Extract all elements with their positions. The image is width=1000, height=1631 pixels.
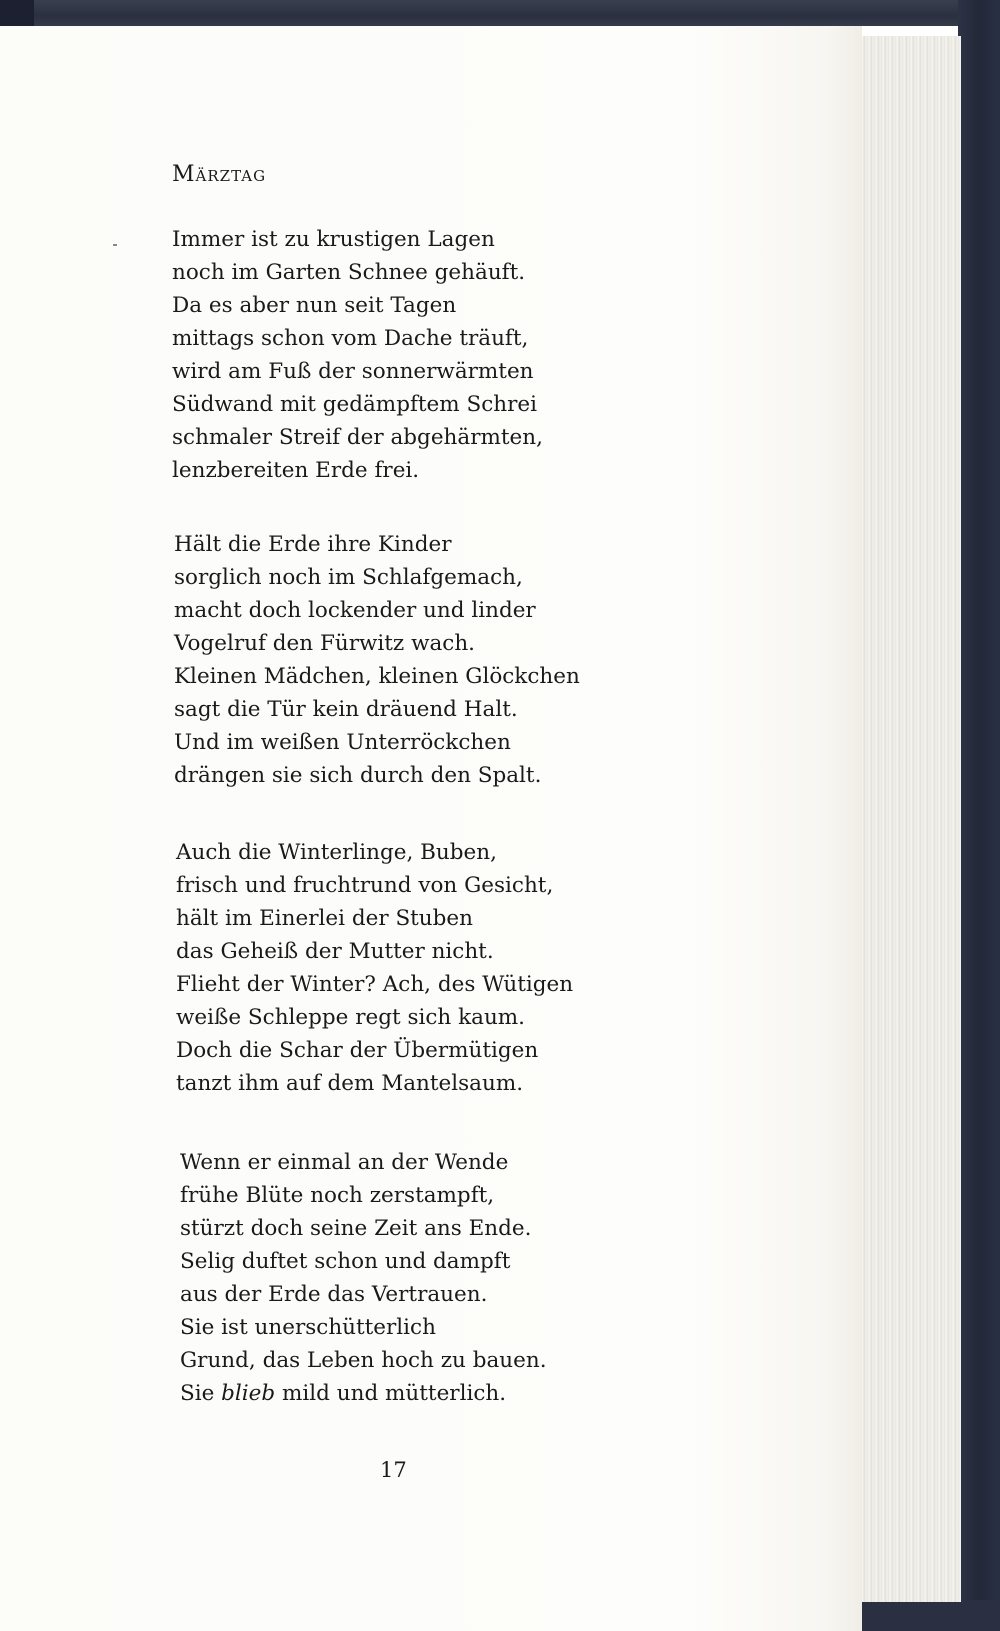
stanza-1: [172, 223, 543, 487]
poem-title: Märztag: [172, 162, 267, 187]
poem-line: macht doch lockender und linder: [174, 598, 536, 623]
poem-line: frisch und fruchtrund von Gesicht,: [176, 873, 554, 898]
page-number: 17: [380, 1458, 407, 1482]
poem-line: lenzbereiten Erde frei.: [172, 458, 420, 483]
book-cover-top-edge: [0, 0, 1000, 26]
poem-line: sagt die Tür kein dräuend Halt.: [174, 697, 518, 722]
poem-line: Doch die Schar der Übermütigen: [176, 1038, 539, 1063]
poem-line: das Geheiß der Mutter nicht.: [176, 939, 494, 964]
book-cover-bottom-edge: [850, 1600, 1000, 1631]
poem-line: frühe Blüte noch zerstampft,: [180, 1183, 495, 1208]
poem-line: aus der Erde das Vertrauen.: [180, 1282, 488, 1307]
poem-line: wird am Fuß der sonnerwärmten: [172, 359, 534, 384]
poem-line: tanzt ihm auf dem Mantelsaum.: [176, 1071, 524, 1096]
book-cover-right-edge: [958, 0, 1000, 1631]
poem-line: Wenn er einmal an der Wende: [180, 1150, 509, 1175]
poem-line: weiße Schleppe regt sich kaum.: [176, 1005, 526, 1030]
poem-line: noch im Garten Schnee gehäuft.: [172, 260, 526, 285]
last-line-start: Sie: [180, 1381, 222, 1406]
stanza-4: [180, 1146, 547, 1410]
poem-line: Immer ist zu krustigen Lagen: [172, 227, 495, 252]
poem-line: Grund, das Leben hoch zu bauen.: [180, 1348, 547, 1373]
poem-line: schmaler Streif der abgehärmten,: [172, 425, 543, 450]
poem-line: sorglich noch im Schlafgemach,: [174, 565, 523, 590]
poem-line: Auch die Winterlinge, Buben,: [176, 840, 497, 865]
poem-line: Und im weißen Unterröckchen: [174, 730, 511, 755]
last-line-end: mild und mütterlich.: [275, 1381, 507, 1406]
margin-mark: [113, 244, 117, 246]
emphasized-word: blieb: [221, 1381, 276, 1406]
poem-line: Kleinen Mädchen, kleinen Glöckchen: [174, 664, 580, 689]
poem-line: Selig duftet schon und dampft: [180, 1249, 511, 1274]
stanza-3: [176, 836, 573, 1100]
stanza-2: [174, 528, 580, 792]
book-cover-corner: [0, 0, 34, 26]
poem-line: stürzt doch seine Zeit ans Ende.: [180, 1216, 532, 1241]
poem-line: Flieht der Winter? Ach, des Wütigen: [176, 972, 574, 997]
poem-line: Vogelruf den Fürwitz wach.: [174, 631, 476, 656]
poem-line: Südwand mit gedämpftem Schrei: [172, 392, 537, 417]
poem-line: Sie ist unerschütterlich: [180, 1315, 436, 1340]
poem-line: Da es aber nun seit Tagen: [172, 293, 457, 318]
page-stack-edges: [860, 36, 961, 1602]
poem-line: mittags schon vom Dache träuft,: [172, 326, 529, 351]
poem-line: Hält die Erde ihre Kinder: [174, 532, 452, 557]
poem-line: hält im Einerlei der Stuben: [176, 906, 473, 931]
poem-line-last: [180, 1377, 547, 1410]
poem-line: drängen sie sich durch den Spalt.: [174, 763, 542, 788]
